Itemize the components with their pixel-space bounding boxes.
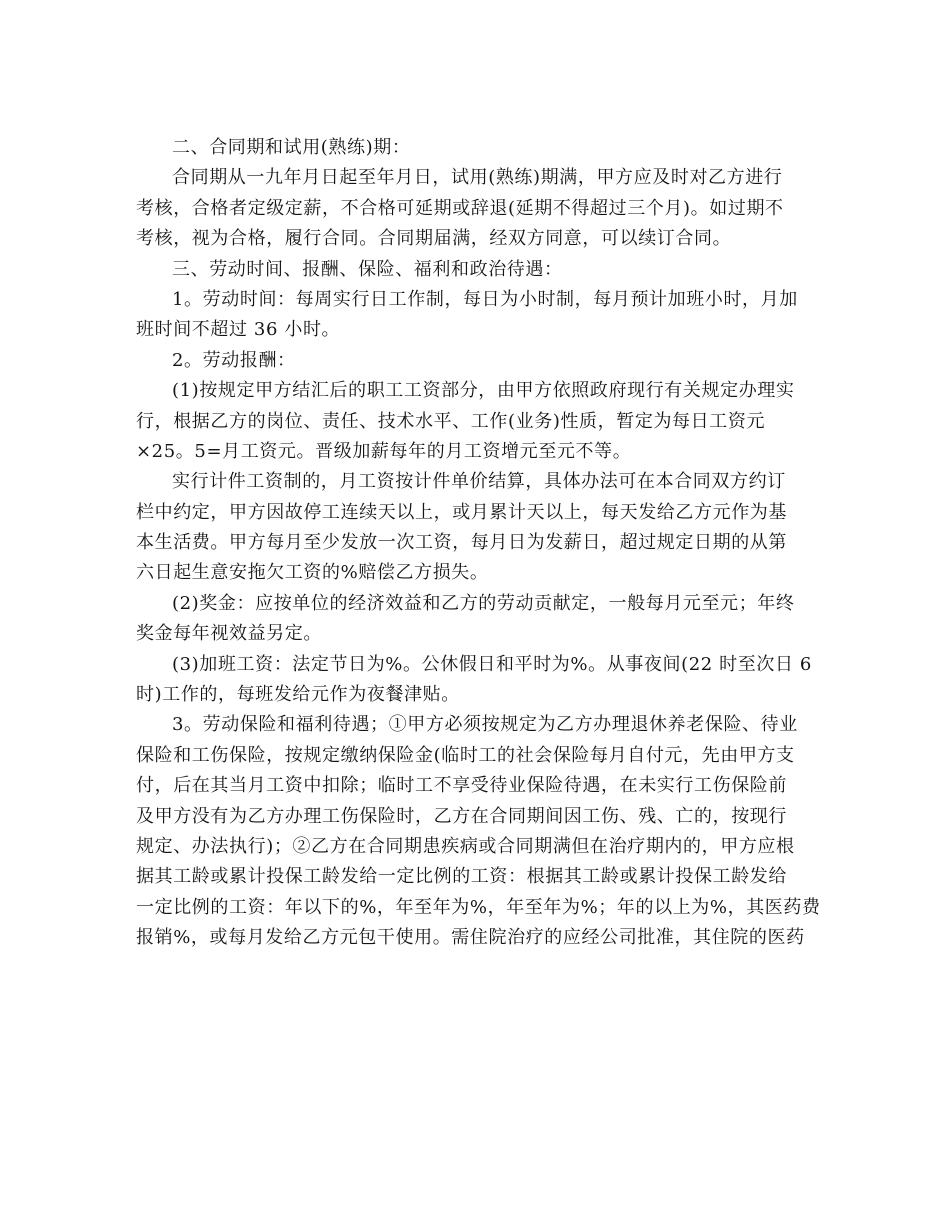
paragraph-line: ×25。5=月工资元。晋级加薪每年的月工资增元至元不等。 — [136, 440, 632, 462]
paragraph-line: 时)工作的，每班发给元作为夜餐津贴。 — [136, 684, 460, 706]
paragraph-line: 一定比例的工资：年以下的%，年至年为%，年至年为%；年的以上为%，其医药费 — [136, 896, 821, 918]
paragraph-line: 奖金每年视效益另定。 — [136, 623, 322, 645]
paragraph-line: 栏中约定，甲方因故停工连续天以上，或月累计天以上，每天发给乙方元作为基 — [136, 501, 787, 523]
paragraph-line: 报销%，或每月发给乙方元包干使用。需住院治疗的应经公司批准，其住院的医药 — [136, 927, 805, 949]
paragraph-line: 考核，合格者定级定薪，不合格可延期或辞退(延期不得超过三个月)。如过期不 — [136, 197, 784, 219]
paragraph-line: 行，根据乙方的岗位、责任、技术水平、工作(业务)性质，暂定为每日工资元 — [136, 410, 766, 432]
paragraph-line: 实行计件工资制的，月工资按计件单价结算，具体办法可在本合同双方约订 — [172, 471, 786, 493]
section-heading-labor-time: 三、劳动时间、报酬、保险、福利和政治待遇： — [172, 258, 563, 280]
paragraph-line: 1。劳动时间：每周实行日工作制，每日为小时制，每月预计加班小时，月加 — [172, 288, 798, 310]
paragraph-line: 保险和工伤保险，按规定缴纳保险金(临时工的社会保险每月自付元，先由甲方支 — [136, 744, 795, 766]
paragraph-line: 本生活费。甲方每月至少发放一次工资，每月日为发薪日，超过规定日期的从第 — [136, 532, 787, 554]
paragraph-line: (1)按规定甲方结汇后的职工工资部分，由甲方依照政府现行有关规定办理实 — [172, 380, 795, 402]
subheading-remuneration: 2。劳动报酬： — [172, 349, 296, 371]
paragraph-line: 规定、办法执行)；②乙方在合同期患疾病或合同期满但在治疗期内的，甲方应根 — [136, 835, 795, 857]
paragraph-line: 六日起生意安拖欠工资的%赔偿乙方损失。 — [136, 562, 489, 584]
section-heading-contract-period: 二、合同期和试用(熟练)期： — [172, 137, 411, 158]
paragraph-line: 班时间不超过 36 小时。 — [136, 319, 341, 341]
paragraph-line: (2)奖金：应按单位的经济效益和乙方的劳动贡献定，一般每月元至元；年终 — [172, 592, 795, 614]
paragraph-line: 据其工龄或累计投保工龄发给一定比例的工资：根据其工龄或累计投保工龄发给 — [136, 866, 787, 888]
paragraph-line: 3。劳动保险和福利待遇；①甲方必须按规定为乙方办理退休养老保险、待业 — [172, 714, 798, 736]
paragraph-line: 付，后在其当月工资中扣除；临时工不享受待业保险待遇，在未实行工伤保险前 — [136, 775, 787, 797]
paragraph-line: 及甲方没有为乙方办理工伤保险时，乙方在合同期间因工伤、残、亡的，按现行 — [136, 805, 787, 827]
paragraph-line: 考核，视为合格，履行合同。合同期届满，经双方同意，可以续订合同。 — [136, 228, 732, 250]
paragraph-line: (3)加班工资：法定节日为%。公休假日和平时为%。从事夜间(22 时至次日 6 — [172, 653, 812, 675]
paragraph-line: 合同期从一九年月日起至年月日，试用(熟练)期满，甲方应及时对乙方进行 — [172, 167, 783, 189]
document-body — [136, 133, 821, 954]
